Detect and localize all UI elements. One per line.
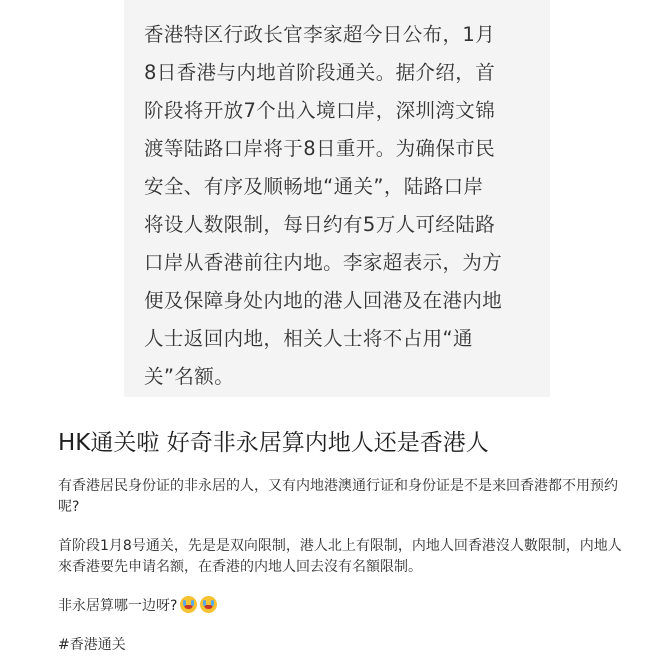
- quote-line: 人士返回内地，相关人士将不占用“通: [144, 327, 473, 350]
- post-question: [58, 596, 628, 617]
- quote-line: 安全、有序及顺畅地“通关”，陆路口岸: [144, 175, 484, 198]
- crying-laughing-emoji-icon: [180, 596, 197, 613]
- hashtag-link[interactable]: #香港通关: [58, 637, 126, 653]
- quote-line: 关”名额。: [144, 365, 235, 388]
- post-paragraph: 有香港居民身份证的非永居的人，又有内地港澳通行证和身份证是不是来回香港都不用预约呢?: [58, 478, 618, 515]
- quote-line: 将设人数限制，每日约有5万人可经陆路: [144, 213, 496, 236]
- post-question-text: 非永居算哪一边呀?: [58, 598, 178, 614]
- quote-line: 香港特区行政长官李家超今日公布，1月: [144, 23, 496, 46]
- quote-line: 阶段将开放7个出入境口岸，深圳湾文锦: [144, 99, 496, 122]
- post-paragraph: 首阶段1月8号通关，先是是双向限制，港人北上有限制，内地人回香港沒人數限制，内地人來香港要先申请名额，在香港的内地人回去沒有名額限制。: [58, 538, 622, 575]
- quote-line: 便及保障身处内地的港人回港及在港内地: [144, 289, 503, 312]
- crying-laughing-emoji-icon: [200, 596, 217, 613]
- post-title: HK通关啦 好奇非永居算内地人还是香港人: [58, 430, 489, 456]
- quote-line: 口岸从香港前往内地。李家超表示，为方: [144, 251, 503, 274]
- post-body: [58, 476, 628, 671]
- quoted-news-image[interactable]: [124, 0, 550, 397]
- quote-line: 渡等陆路口岸将于8日重开。为确保市民: [144, 137, 496, 160]
- quote-line: 8日香港与内地首阶段通关。据介绍，首: [144, 61, 496, 84]
